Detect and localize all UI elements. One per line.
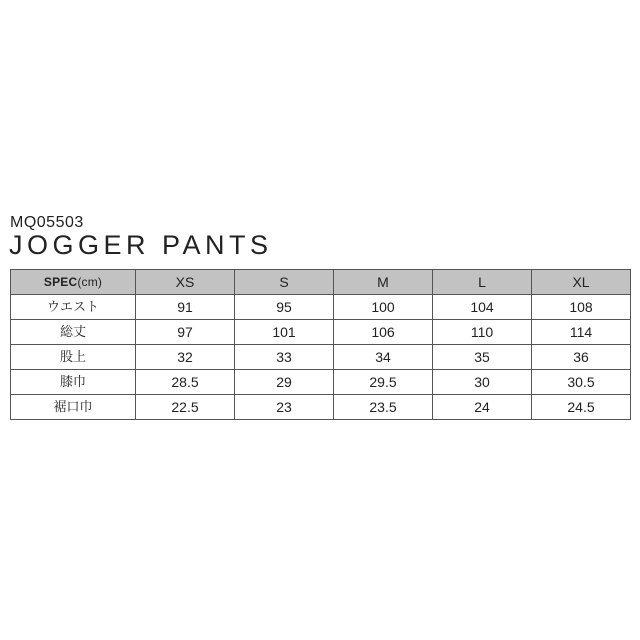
- spec-label: SPEC: [43, 275, 78, 289]
- table-cell: 33: [235, 345, 334, 370]
- size-header-s: S: [235, 270, 334, 295]
- product-code: MQ05503: [10, 214, 84, 231]
- table-cell: 100: [334, 295, 433, 320]
- product-title: JOGGER PANTS: [9, 230, 273, 260]
- table-cell: 30: [433, 370, 532, 395]
- table-row-hem-width: [11, 395, 631, 420]
- table-cell: 110: [433, 320, 532, 345]
- table-cell: 22.5: [136, 395, 235, 420]
- table-cell: 36: [532, 345, 631, 370]
- table-row-rise: [11, 345, 631, 370]
- table-cell: 95: [235, 295, 334, 320]
- table-cell: 30.5: [532, 370, 631, 395]
- size-header-xl: XL: [532, 270, 631, 295]
- unit-label: (cm): [77, 275, 103, 289]
- table-cell: 24: [433, 395, 532, 420]
- table-cell: 91: [136, 295, 235, 320]
- row-label: 総丈: [11, 320, 136, 345]
- table-header-row: [11, 270, 631, 295]
- size-spec-table: [10, 269, 631, 420]
- table-cell: 32: [136, 345, 235, 370]
- table-cell: 34: [334, 345, 433, 370]
- row-label: 裾口巾: [11, 395, 136, 420]
- table-row-knee-width: [11, 370, 631, 395]
- table-cell: 23: [235, 395, 334, 420]
- size-header-m: M: [334, 270, 433, 295]
- table-cell: 29: [235, 370, 334, 395]
- table-row-total-length: [11, 320, 631, 345]
- table-row-waist: [11, 295, 631, 320]
- row-label: 股上: [11, 345, 136, 370]
- spec-header-cell: [11, 270, 136, 295]
- table-cell: 101: [235, 320, 334, 345]
- table-cell: 106: [334, 320, 433, 345]
- table-cell: 24.5: [532, 395, 631, 420]
- table-cell: 108: [532, 295, 631, 320]
- size-header-l: L: [433, 270, 532, 295]
- table-cell: 114: [532, 320, 631, 345]
- row-label: ウエスト: [11, 295, 136, 320]
- table-cell: 35: [433, 345, 532, 370]
- table-cell: 28.5: [136, 370, 235, 395]
- table-cell: 97: [136, 320, 235, 345]
- table-cell: 104: [433, 295, 532, 320]
- size-header-xs: XS: [136, 270, 235, 295]
- table-cell: 23.5: [334, 395, 433, 420]
- table-cell: 29.5: [334, 370, 433, 395]
- row-label: 膝巾: [11, 370, 136, 395]
